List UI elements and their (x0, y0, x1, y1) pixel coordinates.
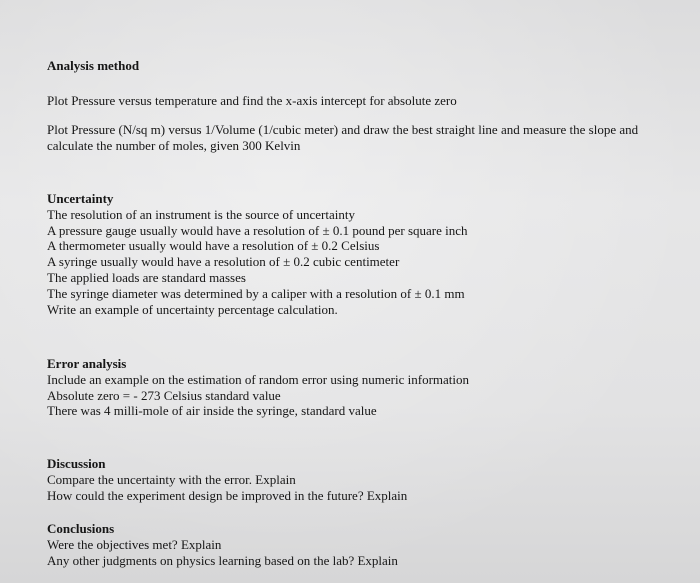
discussion-section (47, 456, 687, 503)
analysis-text-2: Plot Pressure (N/sq m) versus 1/Volume (1/cubic meter) and draw the best straight line and measure the slope and calculate the number of moles, given 300 Kelvin (47, 122, 639, 153)
error-analysis-section (47, 356, 687, 419)
uncertainty-line: The applied loads are standard masses (47, 269, 246, 285)
conclusions-section (47, 521, 687, 568)
error-analysis-line: Absolute zero = - 273 Celsius standard value (47, 387, 281, 403)
discussion-line: How could the experiment design be improved in the future? Explain (47, 487, 408, 503)
analysis-text-1: Plot Pressure versus temperature and find the x-axis intercept for absolute zero (47, 93, 457, 108)
conclusions-line: Were the objectives met? Explain (47, 536, 222, 552)
error-analysis-line: There was 4 milli-mole of air inside the syringe, standard value (47, 403, 377, 419)
analysis-line-1 (47, 93, 687, 109)
conclusions-line: Any other judgments on physics learning based on the lab? Explain (47, 552, 398, 568)
error-analysis-heading: Error analysis (47, 356, 127, 371)
analysis-method-heading: Analysis method (47, 58, 140, 73)
uncertainty-line: The syringe diameter was determined by a caliper with a resolution of ± 0.1 mm (47, 285, 465, 301)
uncertainty-heading: Uncertainty (47, 191, 114, 206)
analysis-line-2 (47, 122, 687, 154)
uncertainty-line: Write an example of uncertainty percentage calculation. (47, 301, 338, 317)
uncertainty-line: The resolution of an instrument is the source of uncertainty (47, 206, 355, 222)
discussion-heading: Discussion (47, 456, 106, 471)
error-analysis-line: Include an example on the estimation of random error using numeric information (47, 371, 470, 387)
uncertainty-line: A thermometer usually would have a resolution of ± 0.2 Celsius (47, 238, 380, 254)
uncertainty-line: A pressure gauge usually would have a resolution of ± 0.1 pound per square inch (47, 222, 468, 238)
discussion-line: Compare the uncertainty with the error. Explain (47, 471, 296, 487)
uncertainty-section (47, 191, 687, 317)
analysis-method-section (47, 58, 687, 74)
uncertainty-line: A syringe usually would have a resolution of ± 0.2 cubic centimeter (47, 254, 400, 270)
conclusions-heading: Conclusions (47, 521, 115, 536)
